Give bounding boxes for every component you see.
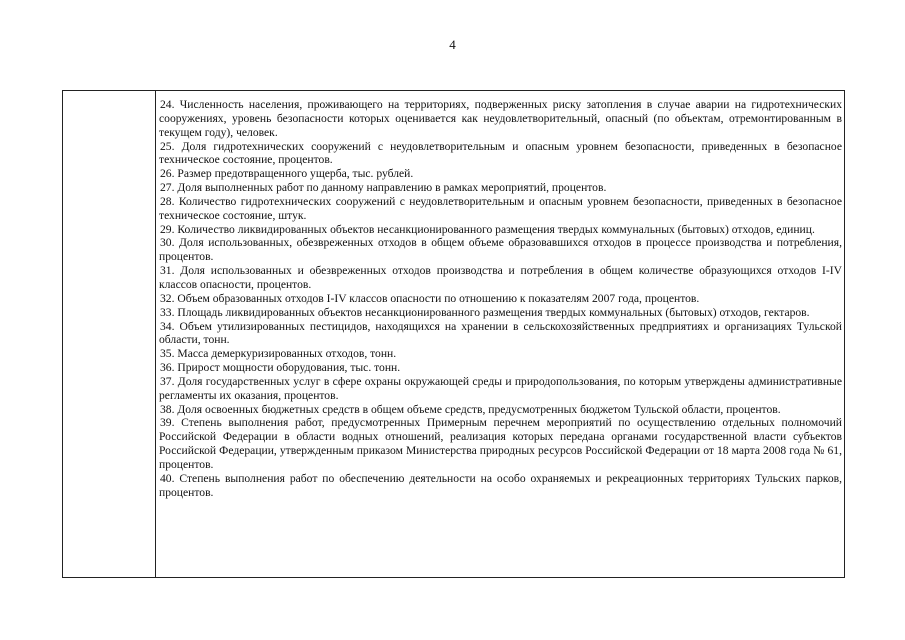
indicator-item-34: 34. Объем утилизированных пестицидов, находящихся на хранении в сельскохозяйственных предприятиях и организациях Тульской области, тонн. — [159, 319, 842, 347]
indicator-item-35: 35. Масса демеркуризированных отходов, тонн. — [160, 347, 397, 361]
indicator-item-28: 28. Количество гидротехнических сооружений с неудовлетворительным и опасным уровнем безопасности, приведенных в безопасное техническое состояние, штук. — [159, 194, 842, 222]
page-number: 4 — [449, 37, 456, 52]
indicator-item-24: 24. Численность населения, проживающего на территориях, подверженных риску затопления в случае аварии на гидротехнических сооружениях, уровень безопасности которых оценивается как неудовлетворительный, опасный (по объектам, отремонтированным в текущем году), человек. — [159, 98, 842, 139]
indicators-table — [62, 90, 845, 578]
indicator-item-36: 36. Прирост мощности оборудования, тыс. тонн. — [160, 361, 401, 375]
indicator-item-27: 27. Доля выполненных работ по данному направлению в рамках мероприятий, процентов. — [160, 181, 607, 195]
indicator-item-25: 25. Доля гидротехнических сооружений с неудовлетворительным и опасным уровнем безопасности, приведенных в безопасное техническое состояние, процентов. — [159, 139, 842, 167]
left-empty-cell — [63, 91, 156, 577]
indicator-item-26: 26. Размер предотвращенного ущерба, тыс. рублей. — [160, 167, 414, 181]
indicator-item-37: 37. Доля государственных услуг в сфере охраны окружающей среды и природопользования, по которым утверждены административные регламенты их оказания, процентов. — [159, 374, 842, 402]
indicator-item-39: 39. Степень выполнения работ, предусмотренных Примерным перечнем мероприятий по осуществлению отдельных полномочий Российской Федерации в области водных отношений, реализация которых передана органами государственной власти субъектов Российской Федерации, утвержденным приказом Министерства природных ресурсов Российской Федерации от 18 марта 2008 года № 61, процентов. — [159, 416, 842, 471]
indicator-item-33: 33. Площадь ликвидированных объектов несанкционированного размещения твердых коммунальных (бытовых) отходов, гектаров. — [160, 305, 810, 319]
indicator-item-29: 29. Количество ликвидированных объектов несанкционированного размещения твердых коммунальных (бытовых) отходов, единиц. — [160, 222, 815, 236]
indicator-item-30: 30. Доля использованных, обезвреженных отходов в общем объеме образовавшихся отходов в процессе производства и потребления, процентов. — [159, 236, 842, 264]
indicator-item-32: 32. Объем образованных отходов I-IV классов опасности по отношению к показателям 2007 года, процентов. — [160, 291, 700, 305]
indicator-item-40: 40. Степень выполнения работ по обеспечению деятельности на особо охраняемых и рекреационных территориях Тульских парков, процентов. — [159, 471, 842, 499]
indicator-item-38: 38. Доля освоенных бюджетных средств в общем объеме средств, предусмотренных бюджетом Тульской области, процентов. — [160, 402, 781, 416]
indicator-item-31: 31. Доля использованных и обезвреженных отходов производства и потребления в общем количестве образующихся отходов I-IV классов опасности, процентов. — [159, 264, 842, 291]
indicators-cell — [156, 91, 844, 499]
